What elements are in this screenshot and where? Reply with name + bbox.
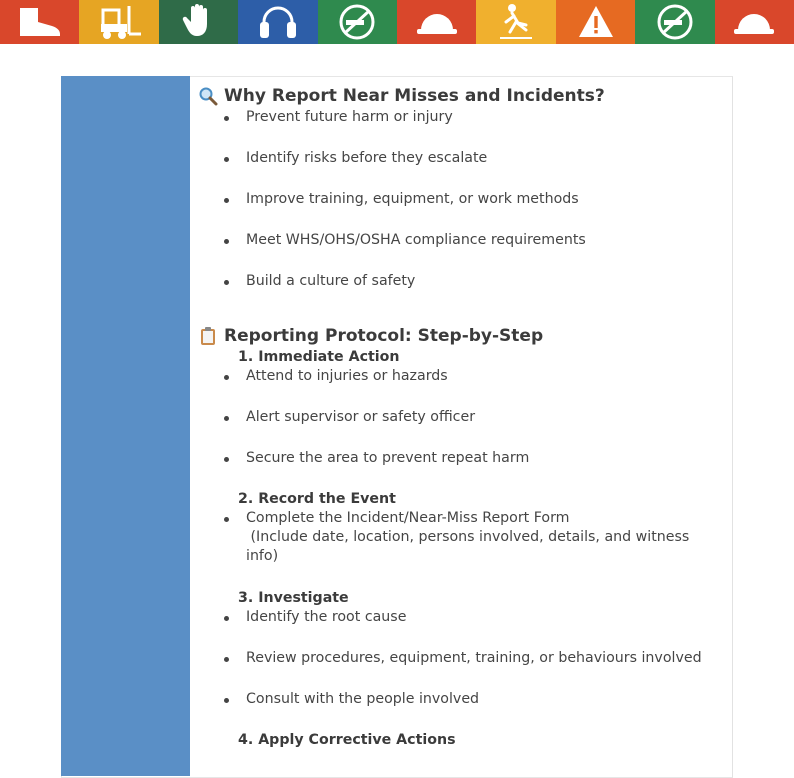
list-item: Identify risks before they escalate [198, 149, 738, 190]
list-item-line: (Include date, location, persons involved, details, and witness [246, 529, 690, 545]
list-item-line: Complete the Incident/Near-Miss Report Form [246, 510, 570, 526]
banner-tile [318, 0, 397, 44]
list-item: Attend to injuries or hazards [198, 367, 738, 408]
blue-sidebar [61, 76, 190, 776]
step-list [198, 367, 738, 490]
list-item: Secure the area to prevent repeat harm [198, 449, 738, 490]
list-item: Meet WHS/OHS/OSHA compliance requirements [198, 231, 738, 272]
step-heading: 3. Investigate [238, 590, 349, 606]
section-title: Reporting Protocol: Step-by-Step [224, 326, 544, 346]
step-heading: 2. Record the Event [238, 491, 396, 507]
stop-hand-icon [179, 2, 219, 42]
list-item: Build a culture of safety [198, 272, 738, 313]
list-item: Review procedures, equipment, training, or behaviours involved [198, 649, 738, 690]
banner-tile [476, 0, 555, 44]
slip-hazard-icon [494, 2, 538, 42]
why-list [198, 108, 738, 313]
warning-triangle-icon [576, 2, 616, 42]
banner-tile [635, 0, 714, 44]
hard-hat-icon [730, 4, 778, 40]
safety-boot-icon [12, 4, 68, 40]
banner-tile [238, 0, 317, 44]
step-heading: 4. Apply Corrective Actions [238, 732, 456, 748]
list-item: Improve training, equipment, or work methods [198, 190, 738, 231]
section-title: Why Report Near Misses and Incidents? [224, 86, 605, 106]
hard-hat-icon [413, 4, 461, 40]
step-list [198, 608, 738, 731]
banner-tile [79, 0, 158, 44]
section-heading-why [198, 84, 738, 108]
banner-tile [159, 0, 238, 44]
safety-icon-banner [0, 0, 794, 44]
banner-tile [0, 0, 79, 44]
no-smoking-icon [655, 2, 695, 42]
document-content [198, 84, 738, 750]
banner-tile [556, 0, 635, 44]
banner-tile [397, 0, 476, 44]
list-item: Alert supervisor or safety officer [198, 408, 738, 449]
magnifying-glass-icon [198, 86, 218, 106]
forklift-icon [91, 2, 147, 42]
list-item [198, 509, 738, 589]
step-heading: 1. Immediate Action [238, 349, 400, 365]
list-item: Identify the root cause [198, 608, 738, 649]
ear-protection-icon [256, 2, 300, 42]
section-heading-protocol [198, 324, 738, 348]
step-list [198, 509, 738, 589]
banner-tile [715, 0, 794, 44]
list-item-line: info) [246, 548, 279, 564]
list-item: Prevent future harm or injury [198, 108, 738, 149]
clipboard-icon [198, 326, 218, 346]
no-smoking-icon [337, 2, 377, 42]
list-item: Consult with the people involved [198, 690, 738, 731]
